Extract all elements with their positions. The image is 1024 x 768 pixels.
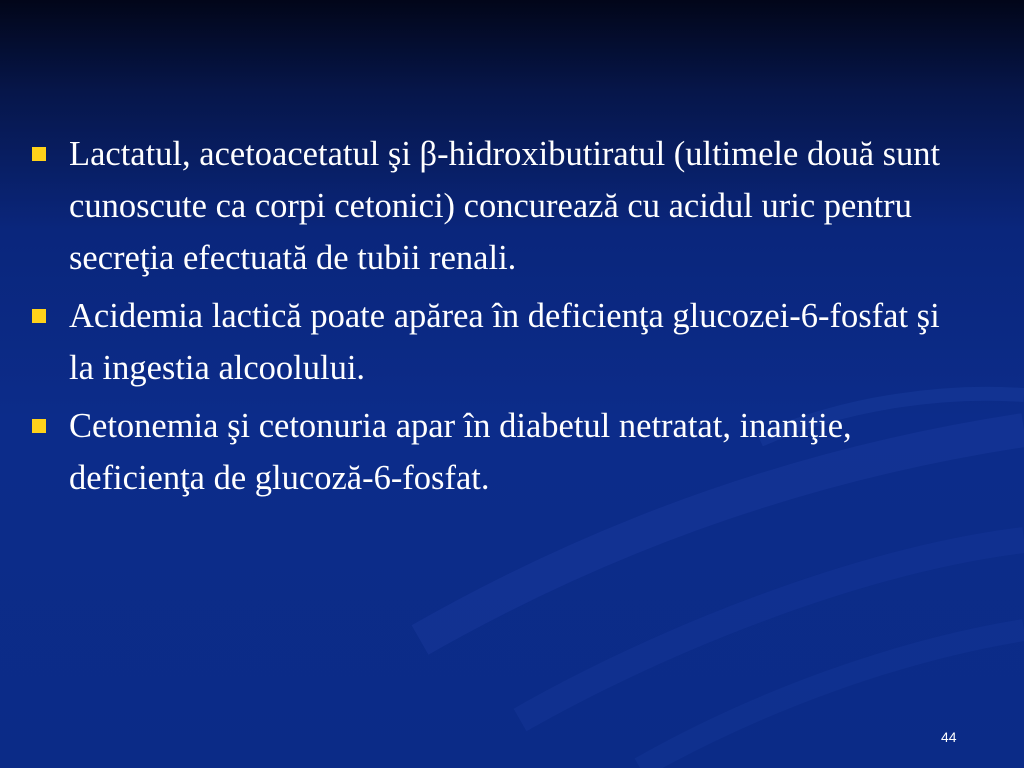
bullet-text: Lactatul, acetoacetatul şi β-hidroxibutiratul (ultimele două sunt cunoscute ca corpi cetonici) concurează cu acidul uric pentru secreţia efectuată de tubii renali. (69, 135, 941, 277)
bullet-item (30, 290, 970, 394)
square-bullet-icon (32, 309, 46, 323)
square-bullet-icon (32, 419, 46, 433)
bullet-text: Acidemia lactică poate apărea în deficienţa glucozei-6-fosfat şi la ingestia alcoolului. (69, 297, 940, 387)
bullet-item (30, 400, 970, 504)
bullet-text: Cetonemia şi cetonuria apar în diabetul netratat, inaniţie, deficienţa de glucoză-6-fosfat. (69, 407, 852, 497)
square-bullet-icon (32, 147, 46, 161)
bullet-item (30, 128, 970, 284)
bullet-list (30, 128, 970, 510)
slide-number: 44 (941, 729, 957, 745)
